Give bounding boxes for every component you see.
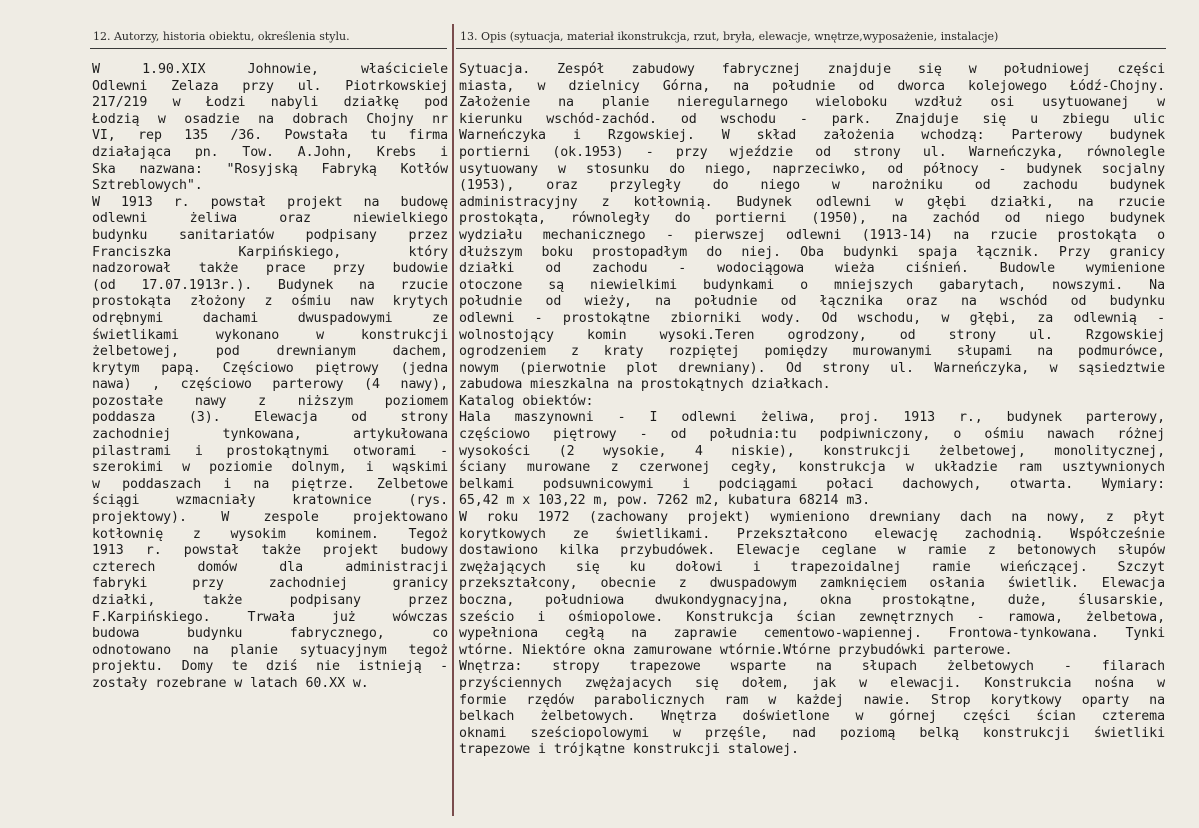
text-line: portierni (ok.1953) - przy wjeździe od strony ul. Warneńczyka, równolegle <box>459 144 1165 160</box>
text-line: świetlikami wykonano w konstrukcji <box>92 327 448 343</box>
text-line: wypełniona cegłą na zaprawie cementowo-wapiennej. Frontowa-tynkowana. Tynki <box>459 626 1165 642</box>
text-line: przyściennych zwężajacych się dołem, jak w elewacji. Konstrukcia nośna w <box>459 675 1165 691</box>
text-line: trapezowe i trójkątne konstrukcji stalowej. <box>459 742 799 758</box>
text-line: pilastrami i prostokątnymi otworami - <box>92 443 448 459</box>
text-line: czterech domów dla administracji <box>92 559 448 575</box>
text-line: działki od zachodu - wodociągowa wieża ciśnień. Budowle wymienione <box>459 261 1165 277</box>
text-line: pozostałe nawy z niższym poziomem <box>92 393 448 409</box>
text-line: wtórne. Niektóre okna zamurowane wtórnie.Wtórne przybudówki parterowe. <box>459 642 1013 658</box>
text-line: budowa budynku fabrycznego, co <box>92 626 448 642</box>
text-line: oknami sześciopolowymi w przęśle, nad poziomą belką konstrukcji świetliki <box>459 725 1165 741</box>
text-line: żelbetowej, pod drewnianym dachem, <box>92 344 448 360</box>
text-line: W 1913 r. powstał projekt na budowę <box>92 194 448 210</box>
text-line: 217/219 w Łodzi nabyli działkę pod <box>92 95 448 111</box>
text-line: miasta, w dzielnicy Górna, na południe od dworca kolejowego Łódź-Chojny. <box>459 78 1165 94</box>
text-line: zostały rozebrane w latach 60.XX w. <box>92 675 369 691</box>
text-line: Franciszka Karpińskiego, który <box>92 244 448 260</box>
text-line: Odlewni Żelaza przy ul. Piotrkowskiej <box>92 78 448 94</box>
text-line: działająca pn. Tow. A.John, Krebs i <box>92 144 448 160</box>
text-line: projektowy). W zespole projektowano <box>92 510 448 526</box>
header-rule-right <box>456 48 1166 49</box>
section-12-header: 12. Autorzy, historia obiektu, określenia stylu. <box>93 30 350 43</box>
text-line: usytuowany w stosunku do niego, naprzeciwko, od północy - budynek socjalny <box>459 161 1165 177</box>
text-line: VI, rep 135 /36. Powstała tu firma <box>92 128 448 144</box>
history-column <box>92 62 448 693</box>
text-line: fabryki przy zachodniej granicy <box>92 576 448 592</box>
text-line: Hala maszynowni - I odlewni żeliwa, proj. 1913 r., budynek parterowy, <box>459 410 1165 426</box>
text-line: nawa) , częściowo parterowy (4 nawy), <box>92 377 448 393</box>
description-column <box>459 62 1165 759</box>
text-line: Sytuacja. Zespół zabudowy fabrycznej znajduje się w południowej części <box>459 62 1165 77</box>
text-line: zachodniej tynkowana, artykułowana <box>92 427 448 443</box>
text-line: 1913 r. powstał także projekt budowy <box>92 543 448 559</box>
text-line: ściągi wzmacniały kratownice (rys. <box>92 493 448 509</box>
text-line: zabudowa mieszkalna na prostokątnych działkach. <box>459 377 831 393</box>
text-line: korytkowych ze świetlikami. Przekształcono elewację zachodnią. Współcześnie <box>459 526 1165 542</box>
text-line: Warneńczyka i Rzgowskiej. W skład założenia wchodzą: Parterowy budynek <box>459 128 1165 144</box>
section-13-header: 13. Opis (sytuacja, materiał ikonstrukcja, rzut, bryła, elewacje, wnętrze,wyposażenie, instalacje) <box>460 30 999 43</box>
header-rule-left <box>90 48 447 49</box>
text-line: otoczone są niewielkimi budynkami o mniejszych gabarytach, nowszymi. Na <box>459 277 1165 293</box>
text-line: belkach żelbetowych. Wnętrza doświetlone w górnej części ścian czterema <box>459 709 1165 725</box>
text-line: projektu. Domy te dziś nie istnieją - <box>92 659 448 675</box>
text-line: kotłownię z wysokim kominem. Tegoż <box>92 526 448 542</box>
text-line: prostokąta, równoległy do portierni (1950), na zachód od niego budynek <box>459 211 1165 227</box>
text-line: szerokimi w poziomie dolnym, i wąskimi <box>92 460 448 476</box>
text-line: odlewni - prostokątne zbiorniki wody. Od wschodu, w głębi, za odlewnią - <box>459 310 1165 326</box>
text-line: wolnostojący komin wysoki.Teren ogrodzony, od strony ul. Rzgowskiej <box>459 327 1165 343</box>
text-line: boczna, południowa dwukondygnacyjna, okna prostokątne, duże, ślusarskie, <box>459 593 1165 608</box>
text-line: dostawiono kilka przybudówek. Elewacje ceglane w ramie z betonowych słupów <box>459 543 1165 559</box>
text-line: wydziału mechanicznego - pierwszej odlewni (1913-14) na rzucie prostokąta o <box>459 227 1165 243</box>
text-line: prostokąta złożony z ośmiu naw krytych <box>92 294 448 310</box>
text-line: formie rzędów parabolicznych ram w każdej nawie. Strop korytkowy oparty na <box>459 692 1165 708</box>
text-line: działki, także podpisany przez <box>92 593 448 608</box>
text-line: Wnętrza: stropy trapezowe wsparte na słupach żelbetowych - filarach <box>459 659 1165 675</box>
text-line: Założenie na planie nieregularnego wieloboku wzdłuż osi usytuowanej w <box>459 95 1165 111</box>
text-line: (1953), oraz przyległy do niego w narożniku od zachodu budynek <box>459 178 1165 194</box>
text-line: odrębnymi dachami dwuspadowymi ze <box>92 310 448 326</box>
text-line: (od 17.07.1913r.). Budynek na rzucie <box>92 277 448 293</box>
text-line: południe od wieży, na południe od łącznika oraz na wschód od budynku <box>459 294 1165 310</box>
text-line: odlewni żeliwa oraz niewielkiego <box>92 211 448 227</box>
text-line: Ska nazwana: "Rosyjską Fabryką Kotłów <box>92 161 448 177</box>
text-line: częściowo piętrowy - od południa:tu podpiwniczony, o ośmiu nawach różnej <box>459 427 1165 443</box>
text-line: ściany murowane z czerwonej cegły, konstrukcja w układzie ram usztywnionych <box>459 460 1165 476</box>
text-line: F.Karpińskiego. Trwała już wówczas <box>92 609 448 625</box>
text-line: administracyjny z kotłownią. Budynek odlewni w głębi działki, na rzucie <box>459 194 1165 210</box>
text-line: budynku sanitariatów podpisany przez <box>92 227 448 243</box>
text-line: belkami podsuwnicowymi i podciągami połaci dachowych, otwarta. Wymiary: <box>459 476 1165 492</box>
text-line: Łodzią w osadzie na dobrach Chojny nr <box>92 111 448 127</box>
text-line: w poddaszach i na piętrze. Żelbetowe <box>92 476 448 492</box>
column-divider <box>452 24 454 816</box>
text-line: W roku 1972 (zachowany projekt) wymieniono drewniany dach na nowy, z płyt <box>459 510 1165 526</box>
text-line: przekształcony, obecnie z dwuspadowym zamknięciem osłania świetlik. Elewacja <box>459 576 1165 592</box>
text-line: Katalog obiektów: <box>459 393 594 409</box>
text-line: ogrodzeniem z kraty rozpiętej pomiędzy murowanymi słupami na podmurówce, <box>459 344 1165 360</box>
text-line: kierunku wschód-zachód. od wschodu - park. Znajduje się u zbiegu ulic <box>459 111 1165 127</box>
text-line: zwężających się ku dołowi i trapezoidalnej ramie wieńczącej. Szczyt <box>459 559 1165 575</box>
text-line: nadzorował także prace przy budowie <box>92 261 448 277</box>
text-line: sześcio i ośmiopolowe. Konstrukcja ścian zewnętrznych - ramowa, żelbetowa, <box>459 609 1165 625</box>
text-line: dłuższym boku prostopadłym do niej. Oba budynki spaja łącznik. Przy granicy <box>459 244 1165 260</box>
text-line: poddasza (3). Elewacja od strony <box>92 410 448 426</box>
text-line: odnotowano na planie sytuacyjnym tegoż <box>92 642 448 658</box>
text-line: nowym (pierwotnie plot drewniany). Od strony ul. Warneńczyka, w sąsiedztwie <box>459 360 1165 376</box>
text-line: Sztreblowych". <box>92 178 203 194</box>
text-line: W 1.90.XIX Johnowie, właściciele <box>92 62 448 77</box>
text-line: krytym papą. Częściowo piętrowy (jedna <box>92 360 448 376</box>
text-line: 65,42 m x 103,22 m, pow. 7262 m2, kubatura 68214 m3. <box>459 493 871 509</box>
text-line: wysokości (2 wysokie, 4 niskie), konstrukcji żelbetowej, monolitycznej, <box>459 443 1165 459</box>
